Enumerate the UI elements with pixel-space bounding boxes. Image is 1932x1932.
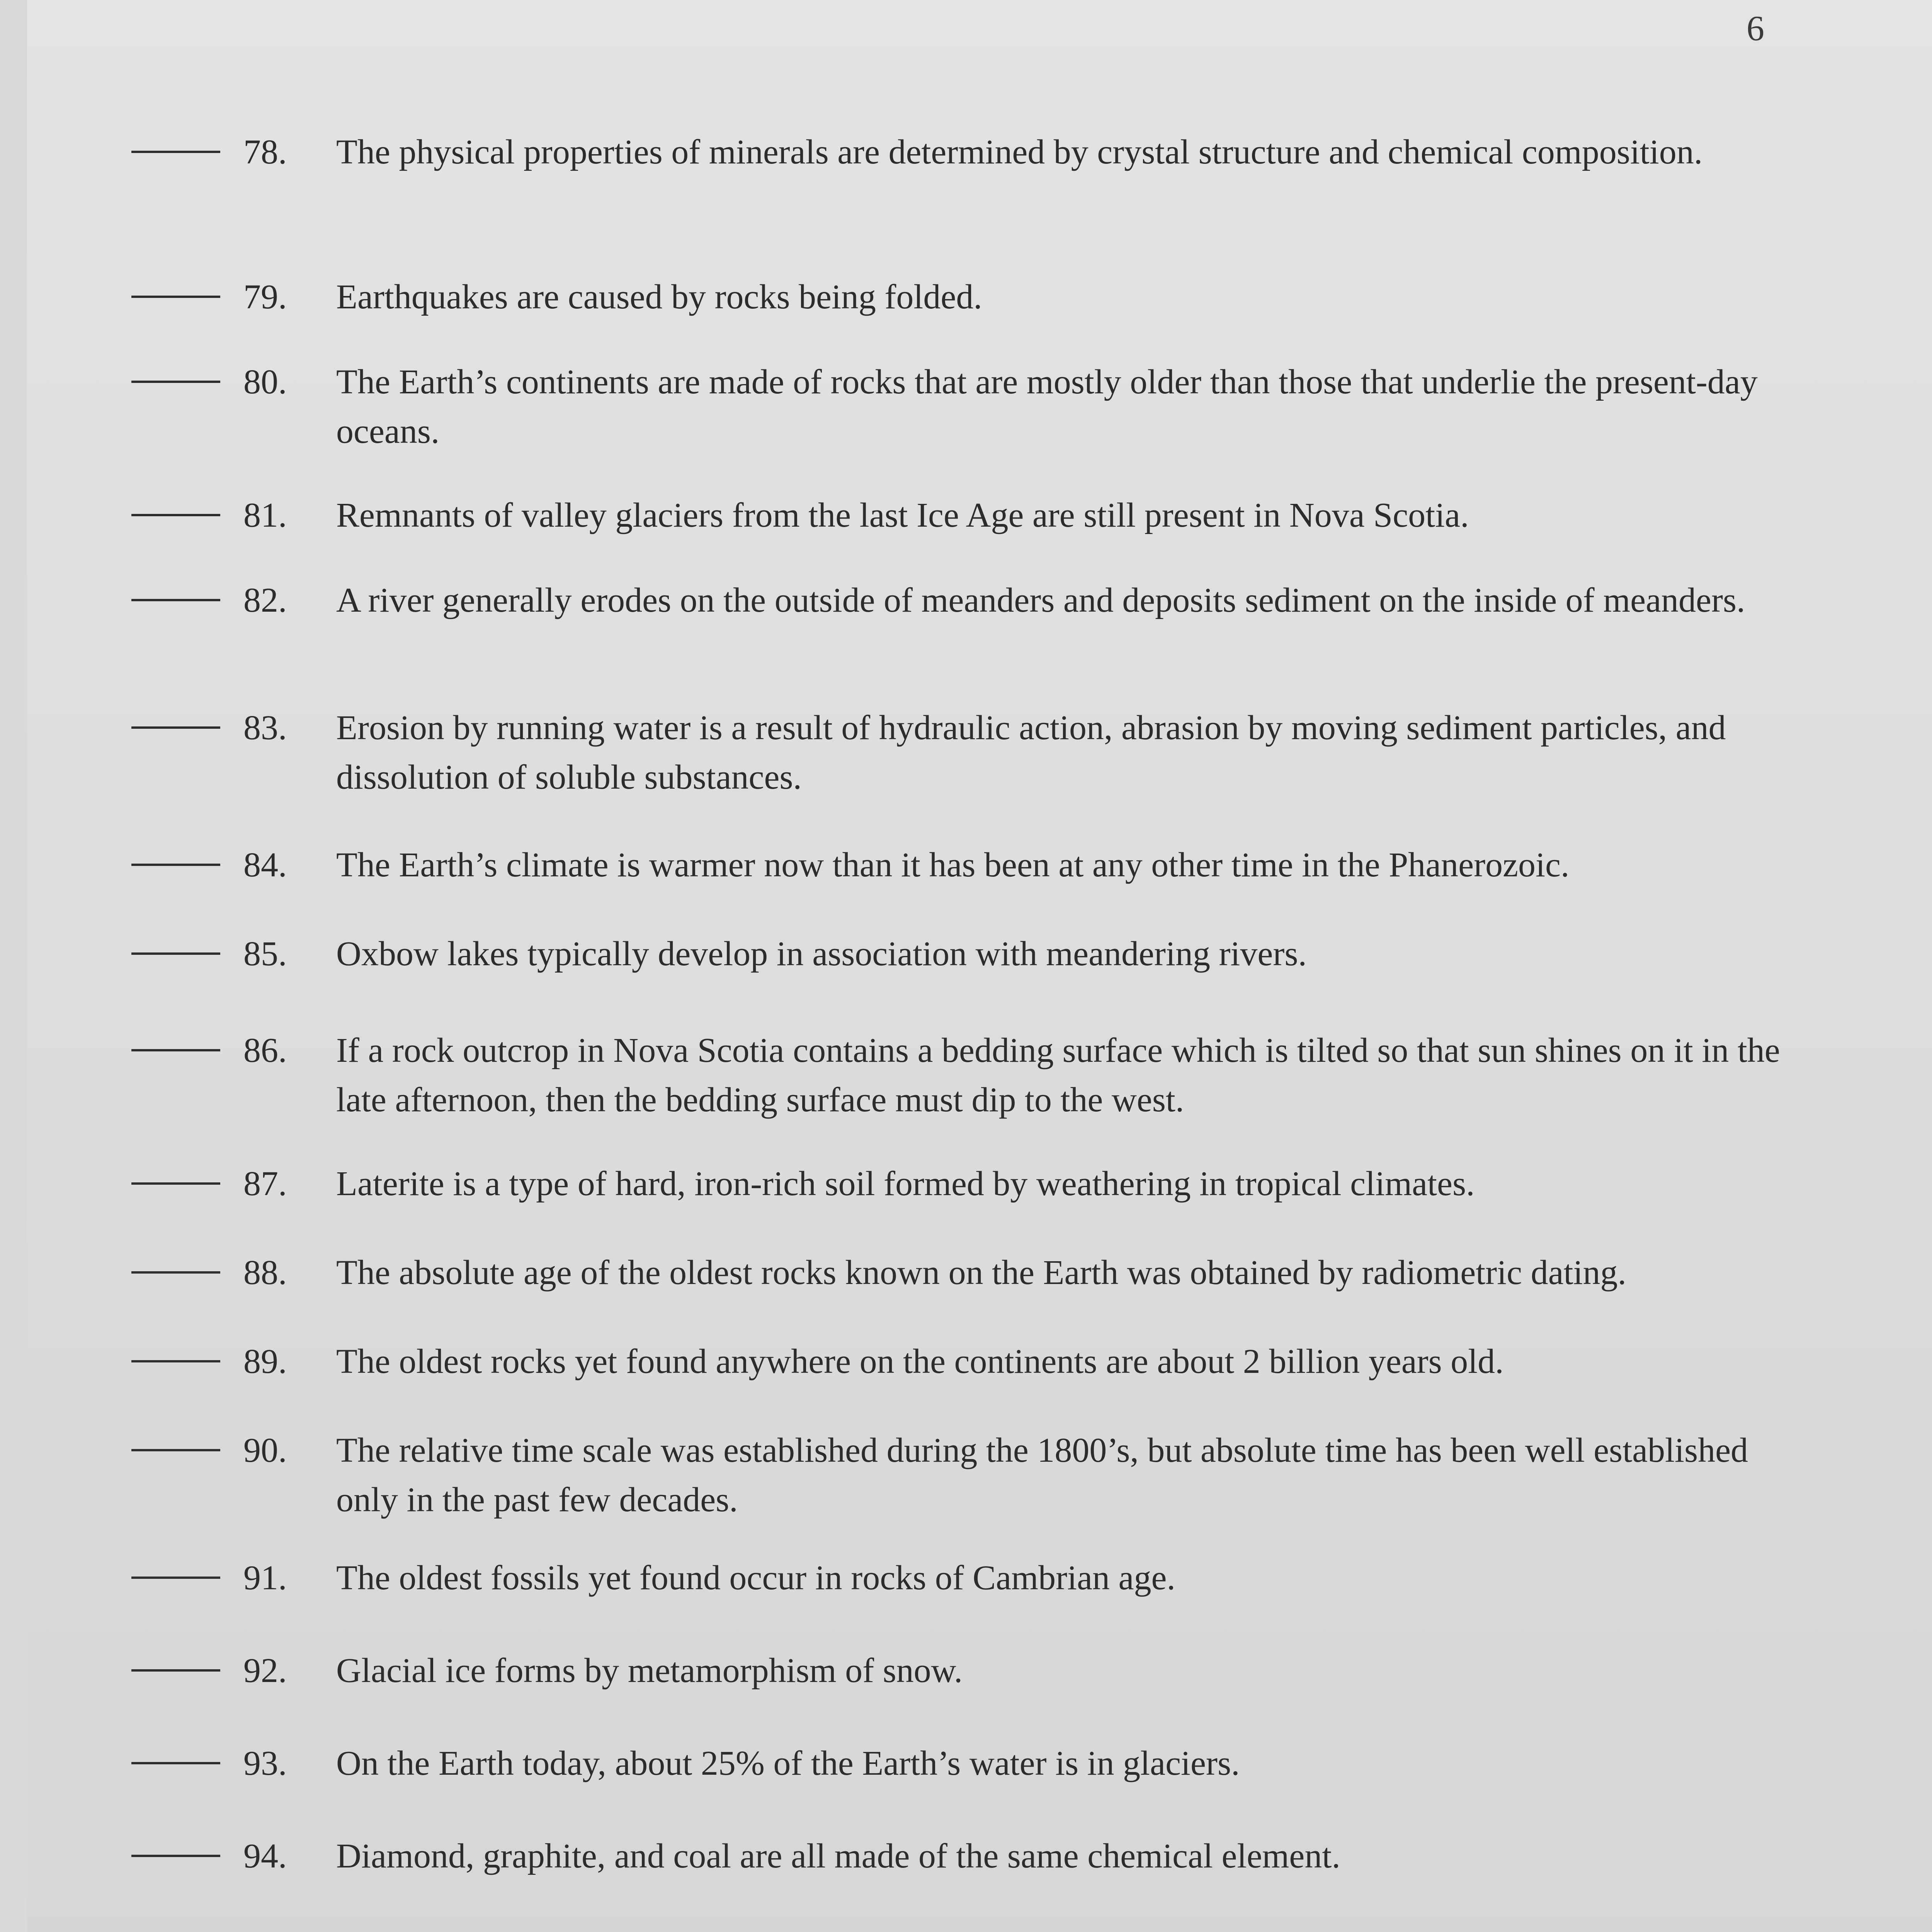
- answer-blank[interactable]: [131, 381, 220, 383]
- question-number: 83.: [243, 709, 287, 747]
- answer-blank[interactable]: [131, 1669, 220, 1672]
- question-number: 94.: [243, 1837, 287, 1875]
- question-number: 81.: [243, 496, 287, 534]
- question-number: 82.: [243, 581, 287, 619]
- question-text: Glacial ice forms by metamorphism of snow.: [336, 1651, 963, 1690]
- question-text: Earthquakes are caused by rocks being folded.: [336, 278, 982, 316]
- answer-blank[interactable]: [131, 151, 220, 153]
- question-text: If a rock outcrop in Nova Scotia contains a bedding surface which is tilted so that sun shines on it in the late afternoon, then the bedding surface must dip to the west.: [336, 1031, 1780, 1119]
- answer-blank[interactable]: [131, 1271, 220, 1274]
- question-text: A river generally erodes on the outside of meanders and deposits sediment on the inside of meanders.: [336, 581, 1745, 619]
- question-text: The relative time scale was established during the 1800’s, but absolute time has been well established only in the past few decades.: [336, 1431, 1748, 1519]
- answer-blank[interactable]: [131, 514, 220, 516]
- answer-blank[interactable]: [131, 1049, 220, 1051]
- question-text: The Earth’s climate is warmer now than it has been at any other time in the Phanerozoic.: [336, 846, 1570, 884]
- answer-blank[interactable]: [131, 599, 220, 601]
- question-number: 87.: [243, 1165, 287, 1203]
- question-number: 80.: [243, 363, 287, 401]
- question-text: Diamond, graphite, and coal are all made of the same chemical element.: [336, 1837, 1340, 1875]
- question-text: The oldest fossils yet found occur in rocks of Cambrian age.: [336, 1559, 1175, 1597]
- question-number: 79.: [243, 278, 287, 316]
- question-number: [243, 1926, 287, 1932]
- answer-blank[interactable]: [131, 296, 220, 298]
- question-number: 85.: [243, 935, 287, 973]
- question-text: The Earth’s continents are made of rocks that are mostly older than those that underlie the present-day oceans.: [336, 363, 1758, 451]
- question-text: The oldest rocks yet found anywhere on the continents are about 2 billion years old.: [336, 1342, 1504, 1381]
- question-number: 92.: [243, 1651, 287, 1690]
- answer-blank[interactable]: [131, 952, 220, 955]
- question-number: 88.: [243, 1253, 287, 1292]
- question-number: 93.: [243, 1744, 287, 1782]
- question-number: 91.: [243, 1559, 287, 1597]
- answer-blank[interactable]: [131, 1762, 220, 1764]
- question-text: Remnants of valley glaciers from the last Ice Age are still present in Nova Scotia.: [336, 496, 1469, 534]
- question-number: 89.: [243, 1342, 287, 1381]
- answer-blank[interactable]: [131, 864, 220, 866]
- answer-blank[interactable]: [131, 1182, 220, 1185]
- question-number: 84.: [243, 846, 287, 884]
- question-number: 86.: [243, 1031, 287, 1070]
- question-text: On the Earth today, about 25% of the Earth’s water is in glaciers.: [336, 1744, 1240, 1782]
- answer-blank[interactable]: [131, 1449, 220, 1451]
- question-text: Laterite is a type of hard, iron-rich soil formed by weathering in tropical climates.: [336, 1165, 1475, 1203]
- question-text: The absolute age of the oldest rocks known on the Earth was obtained by radiometric dating.: [336, 1253, 1627, 1292]
- question-text: The physical properties of minerals are determined by crystal structure and chemical composition.: [336, 133, 1703, 171]
- answer-blank[interactable]: [131, 726, 220, 729]
- answer-blank[interactable]: [131, 1577, 220, 1579]
- answer-blank[interactable]: [131, 1360, 220, 1362]
- question-number: 90.: [243, 1431, 287, 1469]
- page-number: 6: [1747, 9, 1764, 48]
- question-text: [336, 1926, 1789, 1932]
- exam-page: [27, 0, 1932, 1932]
- question-text: Erosion by running water is a result of hydraulic action, abrasion by moving sediment particles, and dissolution of soluble substances.: [336, 709, 1726, 796]
- answer-blank[interactable]: [131, 1855, 220, 1857]
- question-text: Oxbow lakes typically develop in association with meandering rivers.: [336, 935, 1307, 973]
- question-number: 78.: [243, 133, 287, 171]
